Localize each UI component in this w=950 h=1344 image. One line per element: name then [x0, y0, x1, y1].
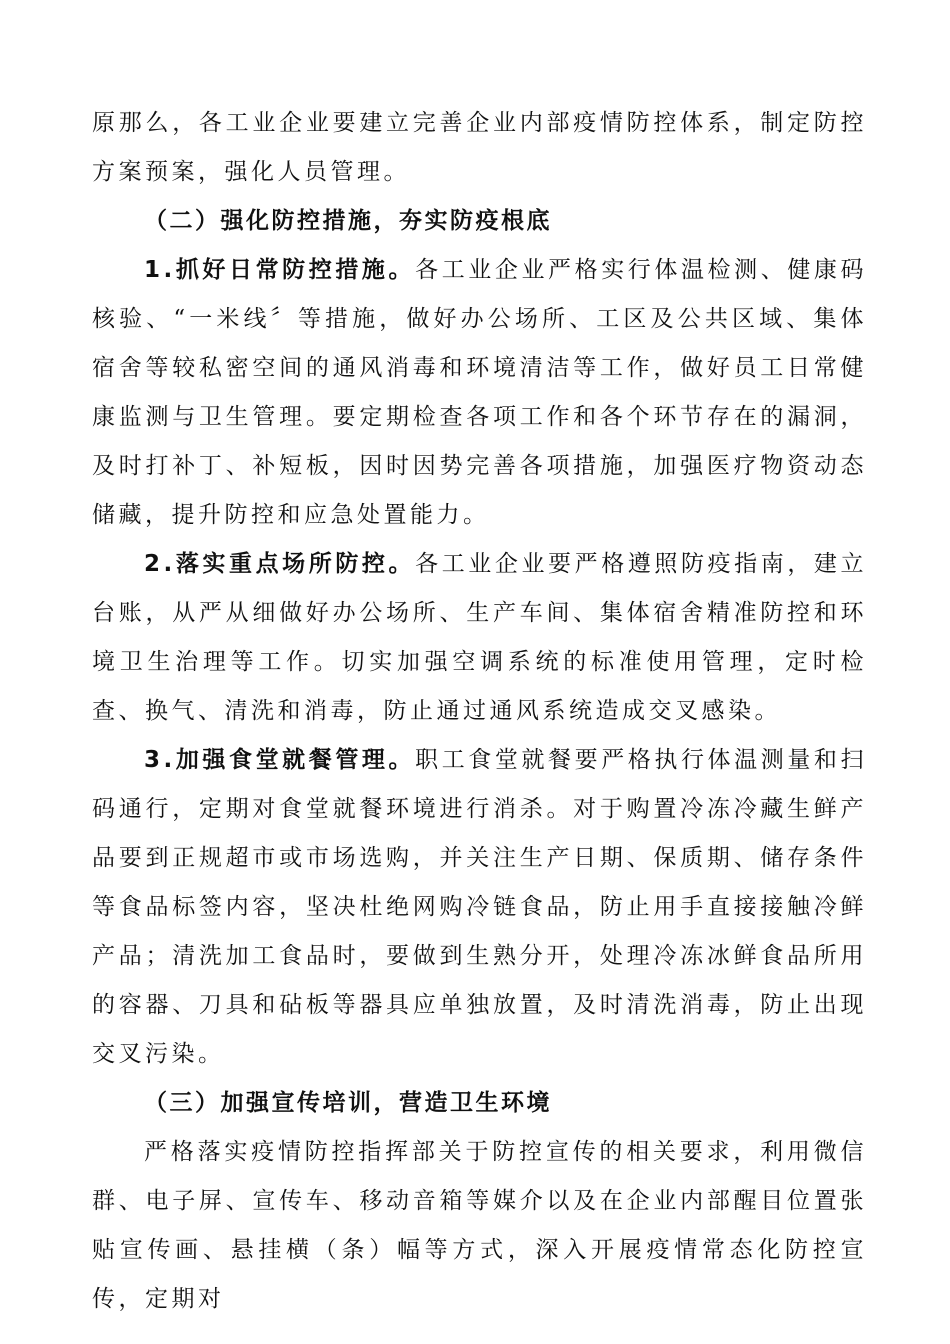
item-paragraph-1	[92, 246, 867, 540]
item-paragraph-2	[92, 540, 867, 736]
item-body-3: 职工食堂就餐要严格执行体温测量和扫码通行，定期对食堂就餐环境进行消杀。对于购置冷冻冷藏生鲜产品要到正规超市或市场选购，并关注生产日期、保质期、储存条件等食品标签内容，坚决杜绝网购冷链食品，防止用手直接接触冷鲜产品；清洗加工食品时，要做到生熟分开，处理冷冻冰鲜食品所用的容器、刀具和砧板等器具应单独放置，及时清洗消毒，防止出现交叉污染。	[92, 747, 867, 1067]
item-lead-3: 3.加强食堂就餐管理。	[144, 747, 416, 773]
document-body	[92, 99, 867, 1324]
final-paragraph: 严格落实疫情防控指挥部关于防控宣传的相关要求，利用微信群、电子屏、宣传车、移动音箱等媒介以及在企业内部醒目位置张贴宣传画、悬挂横（条）幅等方式，深入开展疫情常态化防控宣传，定期对	[92, 1139, 867, 1312]
item-paragraph-3	[92, 736, 867, 1079]
item-body-2: 各工业企业要严格遵照防疫指南，建立台账，从严从细做好办公场所、生产车间、集体宿舍精准防控和环境卫生治理等工作。切实加强空调系统的标准使用管理，定时检查、换气、清洗和消毒，防止通过通风系统造成交叉感染。	[92, 551, 867, 724]
item-lead-1: 1.抓好日常防控措施。	[144, 257, 416, 283]
section-heading-2: （二）强化防控措施，夯实防疫根底	[144, 208, 552, 234]
item-body-1: 各工业企业严格实行体温检测、健康码核验、“一米线〞等措施，做好办公场所、工区及公共区域、集体宿舍等较私密空间的通风消毒和环境清洁等工作，做好员工日常健康监测与卫生管理。要定期检查各项工作和各个环节存在的漏洞，及时打补丁、补短板，因时因势完善各项措施，加强医疗物资动态储藏，提升防控和应急处置能力。	[92, 257, 867, 528]
item-lead-2: 2.落实重点场所防控。	[144, 551, 416, 577]
section-heading-3: （三）加强宣传培训，营造卫生环境	[144, 1090, 552, 1116]
continuation-paragraph: 原那么，各工业企业要建立完善企业内部疫情防控体系，制定防控方案预案，强化人员管理。	[92, 110, 867, 185]
